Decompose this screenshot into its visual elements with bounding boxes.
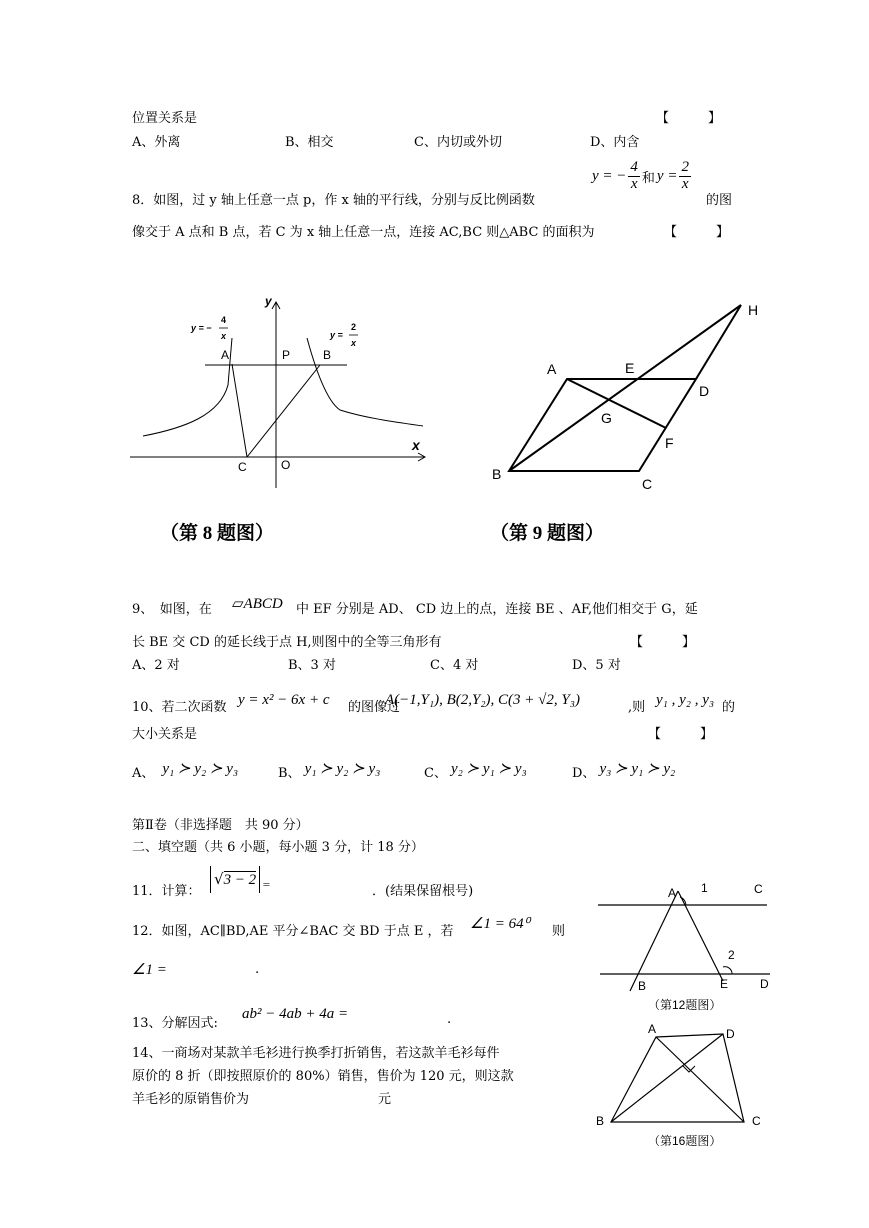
q10-option-a-expr: y₁ ≻ y₂ ≻ y₃ [162,761,239,777]
q7-bracket: 【 】 [656,111,722,126]
fig12-point-c: C [754,882,763,896]
q13-pre: 13、分解因式: [132,1016,218,1031]
fig8-segment-bc [247,365,320,457]
q7-option-a: A、外离 [132,135,181,150]
q12-dot: . [255,962,260,977]
fig12-angle-2: 2 [728,948,735,962]
q10-option-d [572,762,675,782]
fig16-quadrilateral [611,1034,744,1122]
fig8-x-label: x [412,437,420,453]
q10-bracket: 【 】 [648,727,714,742]
fig8-point-b: B [323,348,332,362]
q10-option-b [278,762,380,782]
fig8-point-c: C [238,460,247,474]
fig9-point-g: G [601,410,612,426]
q10-option-a-label: A、 [132,766,155,781]
fig9-line-af [567,379,666,428]
part2-section: 二、填空题（共 6 小题，每小题 3 分，计 18 分） [132,840,424,855]
figure-12 [592,876,777,1016]
fig12-line-ab [630,891,678,991]
fig8-label-left-num: 4 [221,315,227,325]
q10-function: y = x² − 6x + c [238,692,330,708]
q11-radicand: 3 − 2 [223,872,257,888]
q8-line1-tail: 的图 [706,193,733,208]
q10-line1-pre: 10、若二次函数 [132,700,227,715]
q12-then: 则 [552,924,566,939]
q12-answer: ∠1 = [132,962,167,978]
q14-line2: 原价的 8 折（即按照原价的 80%）销售，售价为 120 元，则这款 [132,1069,514,1084]
q7-option-d: D、内含 [590,135,640,150]
q10-line2: 大小关系是 [132,727,198,742]
q9-parallelogram-symbol: ▱ [232,594,244,612]
q13-expression: ab² − 4ab + 4a = [242,1006,349,1022]
fig8-label-right-den: x [351,338,357,348]
q8-formula-a-den: x [630,175,638,192]
q14-line1: 14、一商场对某款羊毛衫进行换季打折销售，若这款羊毛衫每件 [132,1046,500,1061]
fig8-curve-left [143,338,232,436]
fig8-point-o: O [281,458,291,472]
q11-expression [210,866,271,893]
q10-option-d-label: D、 [572,766,596,781]
q10-option-c-expr: y₂ ≻ y₁ ≻ y₃ [450,761,527,777]
q10-comma: ,则 [628,700,646,715]
q10-mid: 的图像过 [348,700,401,715]
q10-option-c-label: C、 [424,766,447,781]
q9-line1-post: 中 EF 分别是 AD、 CD 边上的点，连接 BE 、AF,他们相交于 G，延 [296,602,698,617]
q9-option-d: D、5 对 [572,658,621,673]
figure-8 [125,290,435,500]
q8-bracket: 【 】 [664,225,730,240]
q8-formulas [592,160,691,193]
q8-line1: 8．如图，过 y 轴上任意一点 p，作 x 轴的平行线，分别与反比例函数 [132,193,535,208]
fig8-segment-ac [232,364,247,457]
fig8-caption: （第 8 题图） [160,523,275,544]
fig16-diagonal-ac [656,1037,744,1122]
q8-formula-and: 和 [641,170,655,186]
q10-vars: y₁ , y₂ , y₃ [656,692,715,708]
q9-bracket: 【 】 [630,635,696,650]
q11-pre: 11．计算： [132,884,201,899]
fig16-point-c: C [752,1114,761,1128]
q8-formula-b-num: 2 [681,159,689,175]
q10-points: A(−1,Y₁), B(2,Y₂), C(3 + √2, Y₃) [385,692,580,708]
part2-title: 第Ⅱ卷（非选择题 共 90 分） [132,818,309,833]
q8-line2: 像交于 A 点和 B 点，若 C 为 x 轴上任意一点，连接 AC,BC 则△ABC 的面积为 [132,225,595,240]
fig12-caption: （第12题图） [648,998,722,1012]
fig16-point-a: A [648,1022,657,1036]
q11-post: ．(结果保留根号) [372,884,474,899]
fig16-caption: （第16题图） [648,1134,722,1148]
fig8-label-left-func: y = − [191,323,212,333]
q8-formula-b-den: x [681,175,689,192]
q12-line1: 12．如图，AC∥BD,AE 平分∠BAC 交 BD 于点 E ，若 [132,924,454,939]
q12-given: ∠1 = 64⁰ [470,916,530,932]
fig9-line-dh [696,305,741,379]
fig8-point-a: A [221,348,230,362]
q8-formula-a-num: 4 [630,159,638,175]
q10-line1-post: 的 [722,700,736,715]
q11-sqrt-sign: √ [214,870,224,888]
q10-option-b-expr: y₁ ≻ y₂ ≻ y₃ [304,761,381,777]
fig9-point-b: B [492,466,502,482]
fig8-label-left-den: x [221,331,227,341]
q9-option-c: C、4 对 [430,658,479,673]
fig16-point-d: D [726,1027,735,1041]
q10-option-c [424,762,527,782]
q14-line3: 羊毛衫的原销售价为 [132,1092,250,1107]
q13-dot: . [447,1012,452,1027]
q9-line1-pre: 9、 如图，在 [132,602,212,617]
q7-option-b: B、相交 [285,135,334,150]
q11-equals: = [262,880,271,891]
q8-formula-b-prefix: y = [656,167,678,184]
q7-option-c: C、内切或外切 [414,135,502,150]
q10-option-b-label: B、 [278,766,301,781]
fig9-point-d: D [699,383,710,399]
q9-option-b: B、3 对 [288,658,336,673]
q14-unit: 元 [378,1092,392,1107]
fig12-point-b: B [638,979,647,993]
fig9-point-h: H [748,302,759,318]
fig9-point-a: A [547,361,557,377]
q7-text: 位置关系是 [132,111,198,126]
q11-abs [210,866,260,893]
fig16-point-b: B [596,1114,605,1128]
q9-option-a: A、2 对 [132,658,180,673]
fig12-point-a: A [668,886,677,900]
fig12-point-e: E [720,977,729,991]
q8-formula-a-fraction [628,160,640,193]
fig8-y-label: y [265,294,272,308]
fig8-label-right-func: y = [330,330,343,340]
q9-line2: 长 BE 交 CD 的延长线于点 H,则图中的全等三角形有 [132,635,442,650]
q10-option-a [132,762,238,782]
fig12-angle-1: 1 [701,881,708,895]
fig12-point-d: D [760,977,769,991]
fig8-point-p: P [282,348,291,362]
q8-formula-b-fraction [679,160,691,193]
figure-9 [485,295,765,495]
fig9-point-c: C [642,476,653,492]
q9-parallelogram-name: ABCD [243,596,283,612]
fig12-angle-2-arc [723,967,732,974]
fig8-label-right-num: 2 [351,322,357,332]
q9-parallelogram [232,594,283,613]
fig9-caption: （第 9 题图） [490,523,605,544]
fig9-point-e: E [625,360,635,376]
figure-16 [592,1020,767,1135]
q10-option-d-expr: y₃ ≻ y₁ ≻ y₂ [599,761,676,777]
fig9-point-f: F [665,435,674,451]
q8-formula-a-prefix: y = − [592,167,627,184]
